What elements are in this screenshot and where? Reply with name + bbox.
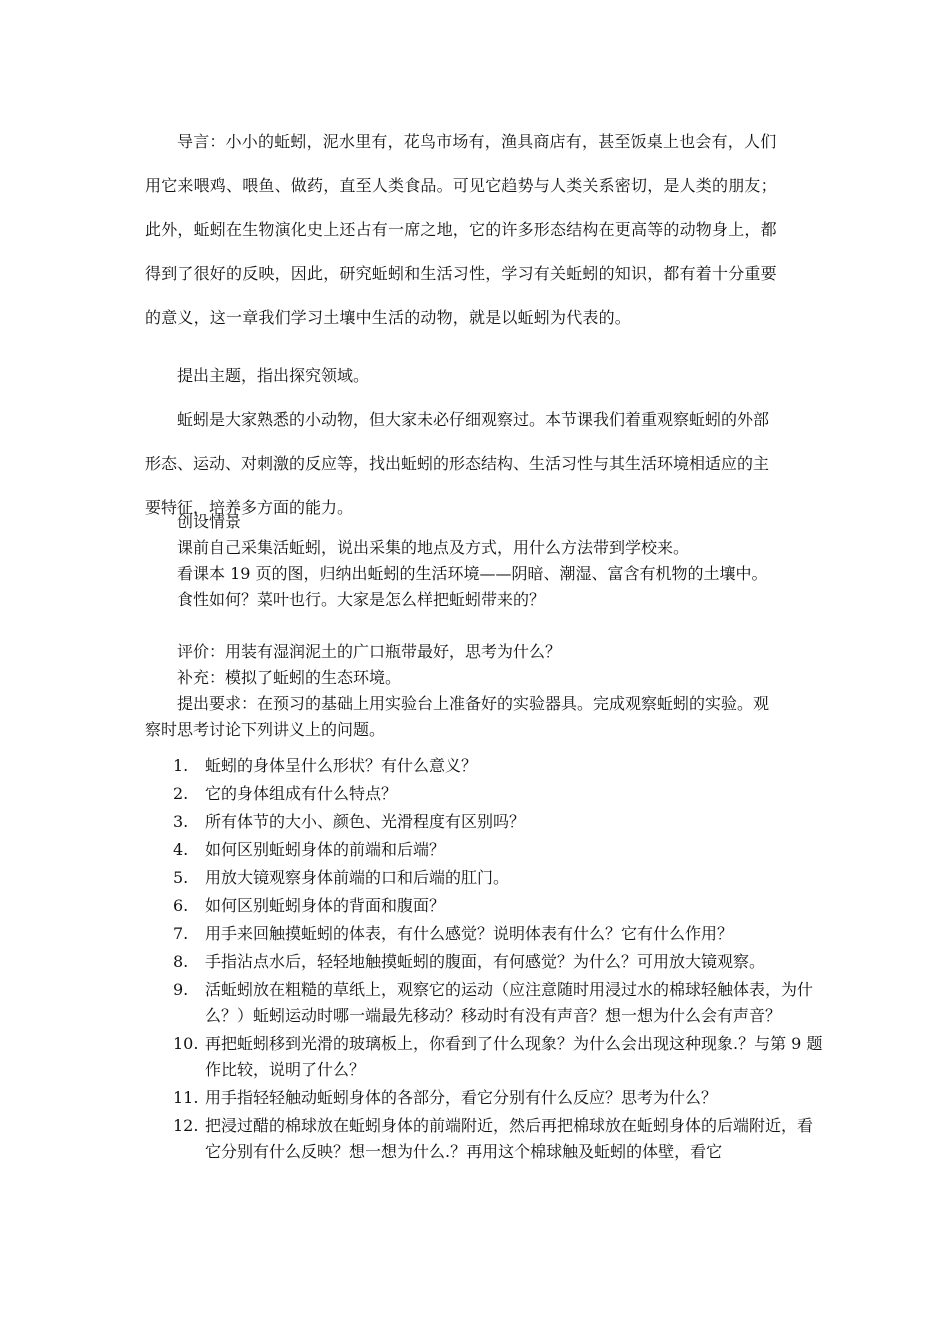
intro-line: 导言：小小的蚯蚓，泥水里有，花鸟市场有，渔具商店有，甚至饭桌上也会有，人们 [177,132,777,151]
intro-line: 得到了很好的反映，因此，研究蚯蚓和生活习性，学习有关蚯蚓的知识，都有着十分重要 [145,264,777,283]
intro-line: 的意义，这一章我们学习土壤中生活的动物，就是以蚯蚓为代表的。 [145,308,632,327]
topic-heading: 提出主题，指出探究领域。 [177,366,370,385]
item-number: 12. [173,1116,199,1135]
evaluation-line: 评价：用装有湿润泥土的广口瓶带最好，思考为什么？ [177,642,562,661]
list-item [145,865,825,891]
supplement-line: 补充：模拟了蚯蚓的生态环境。 [177,668,402,687]
list-item [145,809,825,835]
scenario-heading: 创设情景 [177,512,242,531]
list-item [145,1031,825,1083]
item-text: 如何区别蚯蚓身体的前端和后端？ [205,840,446,859]
item-text: 用手来回触摸蚯蚓的体表，有什么感觉？说明体表有什么？它有什么作用？ [205,924,734,943]
list-item [145,837,825,863]
item-text: 手指沾点水后，轻轻地触摸蚯蚓的腹面，有何感觉？为什么？可用放大镜观察。 [205,952,766,971]
scenario-section [145,509,825,743]
list-item [145,753,825,779]
item-number: 9. [173,980,189,999]
item-number: 5. [173,868,189,887]
topic-section [145,354,825,530]
list-item [145,977,825,1029]
intro-line: 此外，蚯蚓在生物演化史上还占有一席之地，它的许多形态结构在更高等的动物身上，都 [145,220,777,239]
item-text: 如何区别蚯蚓身体的背面和腹面？ [205,896,446,915]
list-item [145,949,825,975]
scenario-line: 看课本 19 页的图，归纳出蚯蚓的生活环境——阴暗、潮湿、富含有机物的土壤中。 [177,564,768,583]
item-text: 再把蚯蚓移到光滑的玻璃板上，你看到了什么现象？为什么会出现这种现象.？与第 9 题作比较，说明了什么？ [205,1034,823,1079]
item-text: 用放大镜观察身体前端的口和后端的肛门。 [205,868,510,887]
item-text: 所有体节的大小、颜色、光滑程度有区别吗？ [205,812,526,831]
spacer [145,613,825,639]
question-list [145,753,825,1167]
scenario-line: 食性如何？菜叶也行。大家是怎么样把蚯蚓带来的？ [177,590,546,609]
item-text: 蚯蚓的身体呈什么形状？有什么意义？ [205,756,478,775]
intro-line: 用它来喂鸡、喂鱼、做药，直至人类食品。可见它趋势与人类关系密切，是人类的朋友； [145,176,777,195]
scenario-line: 课前自己采集活蚯蚓，说出采集的地点及方式，用什么方法带到学校来。 [177,538,690,557]
item-number: 3. [173,812,189,831]
item-text: 用手指轻轻触动蚯蚓身体的各部分，看它分别有什么反应？思考为什么？ [205,1088,718,1107]
requirement-line: 察时思考讨论下列讲义上的问题。 [145,720,386,739]
item-number: 4. [173,840,189,859]
list-item [145,1113,825,1165]
item-number: 6. [173,896,189,915]
list-item [145,893,825,919]
topic-line: 形态、运动、对刺激的反应等，找出蚯蚓的形态结构、生活习性与其生活环境相适应的主 [145,454,770,473]
item-number: 8. [173,952,189,971]
item-number: 1. [173,756,189,775]
list-item [145,1085,825,1111]
item-number: 11. [173,1088,199,1107]
topic-line: 蚯蚓是大家熟悉的小动物，但大家未必仔细观察过。本节课我们着重观察蚯蚓的外部 [177,410,770,429]
topic-line: 要特征，培养多方面的能力。 [145,498,354,517]
item-number: 2. [173,784,189,803]
item-text: 把浸过醋的棉球放在蚯蚓身体的前端附近，然后再把棉球放在蚯蚓身体的后端附近，看它分别有什么反映？想一想为什么.？再用这个棉球触及蚯蚓的体壁，看它 [205,1116,814,1161]
list-item [145,781,825,807]
intro-paragraph [145,120,825,340]
item-number: 10. [173,1034,199,1053]
requirement-line: 提出要求：在预习的基础上用实验台上准备好的实验器具。完成观察蚯蚓的实验。观 [177,694,770,713]
item-text: 它的身体组成有什么特点？ [205,784,398,803]
list-item [145,921,825,947]
item-number: 7. [173,924,189,943]
item-text: 活蚯蚓放在粗糙的草纸上，观察它的运动（应注意随时用浸过水的棉球轻触体表，为什么？）蚯蚓运动时哪一端最先移动？移动时有没有声音？想一想为什么会有声音？ [205,980,814,1025]
